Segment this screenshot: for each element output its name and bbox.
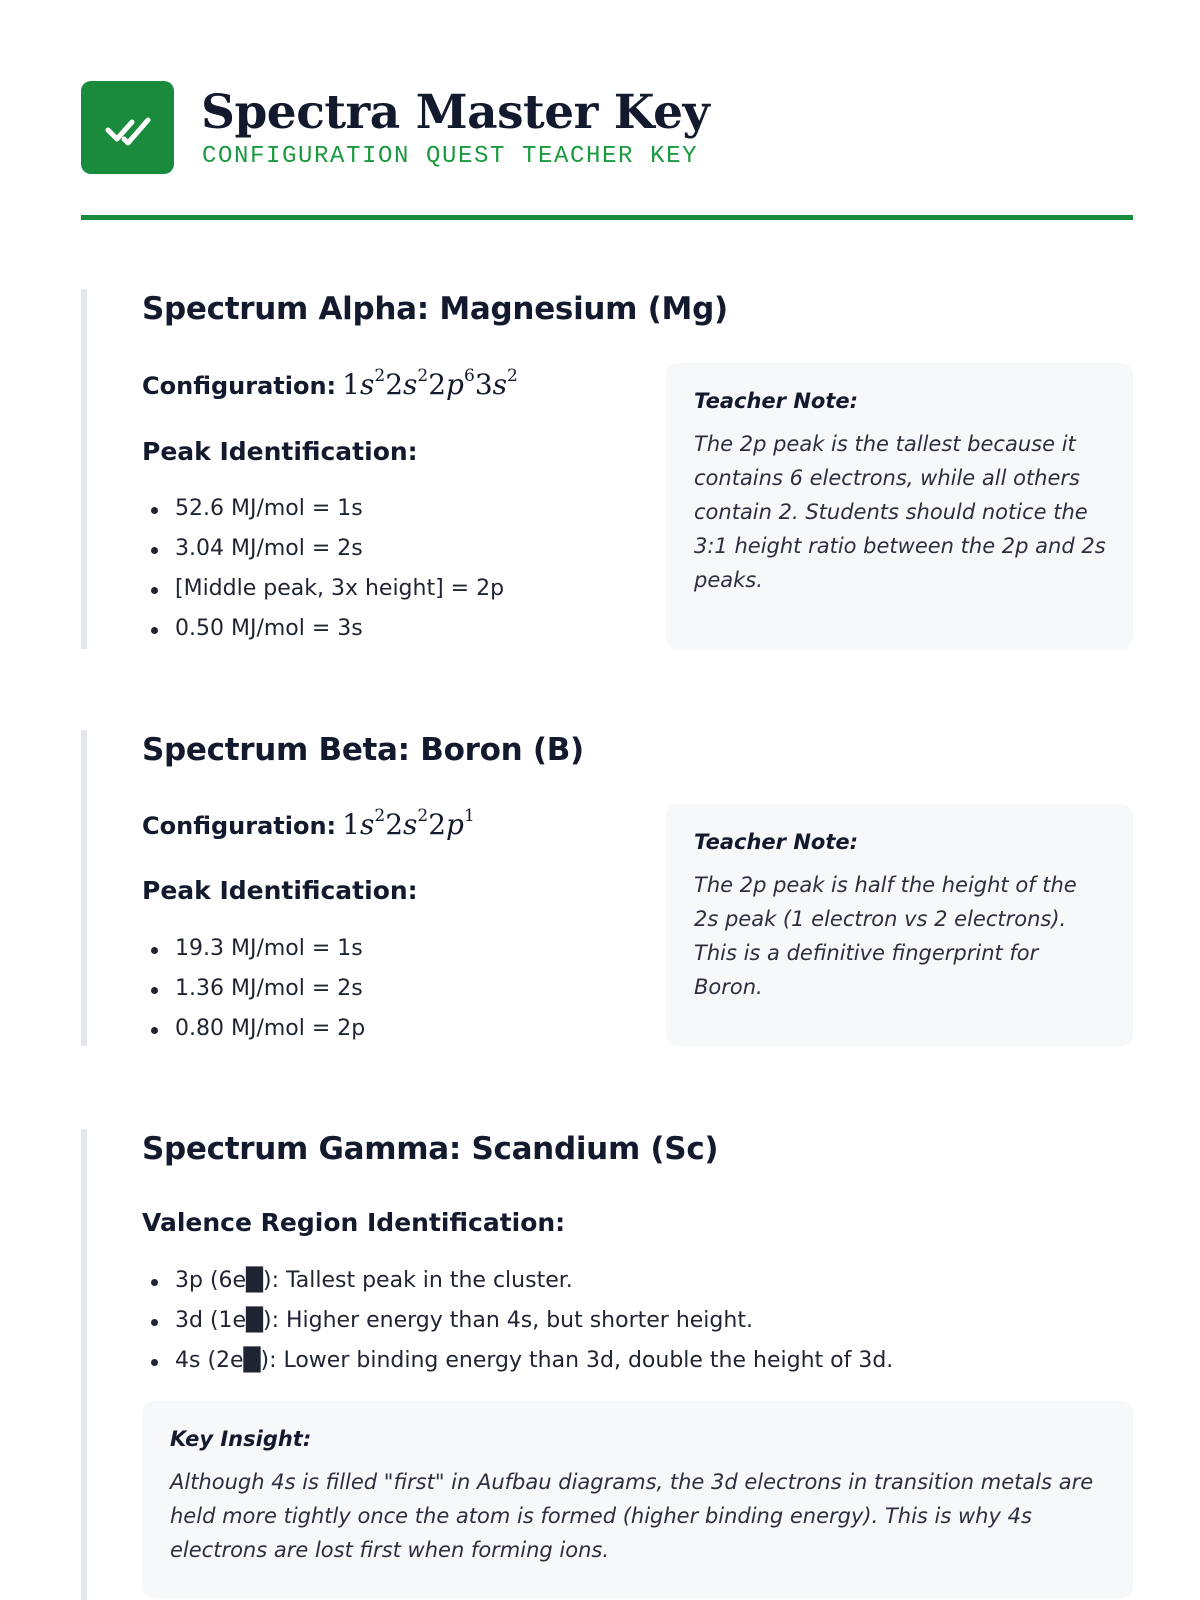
teacher-note [666, 363, 1133, 649]
note-text: The 2p peak is the tallest because it contains 6 electrons, while all others contain 2. Students should notice the 3:1 height ratio between the 2p and 2s peaks. [694, 432, 1106, 592]
configuration-label: Configuration: [142, 372, 337, 400]
list-item: 52.6 MJ/mol = 1s [145, 489, 504, 529]
configuration-line [142, 365, 518, 401]
list-item: 4s (2e█): Lower binding energy than 3d, double the height of 3d. [145, 1341, 893, 1381]
logo-badge [81, 81, 174, 174]
page-subtitle: CONFIGURATION QUEST TEACHER KEY [202, 143, 699, 170]
list-item: 3d (1e█): Higher energy than 4s, but shorter height. [145, 1301, 893, 1341]
configuration-label: Configuration: [142, 812, 337, 840]
double-check-icon [102, 102, 154, 154]
valence-heading: Valence Region Identification: [142, 1208, 566, 1237]
section-title: Spectrum Beta: Boron (B) [142, 732, 584, 768]
note-label: Teacher Note: [694, 389, 859, 413]
peak-list [145, 489, 504, 649]
header-divider [81, 215, 1133, 220]
list-item: 19.3 MJ/mol = 1s [145, 929, 365, 969]
list-item: 3.04 MJ/mol = 2s [145, 529, 504, 569]
note-label: Teacher Note: [694, 830, 859, 854]
section-gamma [81, 1129, 1133, 1600]
peak-list [145, 929, 365, 1049]
valence-list [145, 1261, 893, 1381]
section-alpha [81, 289, 1133, 649]
configuration-formula: $1s^22s^22p^63s^2$ [342, 365, 518, 401]
teacher-note [666, 804, 1133, 1046]
list-item: 3p (6e█): Tallest peak in the cluster. [145, 1261, 893, 1301]
key-insight [142, 1401, 1133, 1598]
section-beta [81, 730, 1133, 1046]
note-text: The 2p peak is half the height of the 2s peak (1 electron vs 2 electrons). This is a definitive fingerprint for Boron. [694, 873, 1077, 999]
peak-heading: Peak Identification: [142, 876, 418, 905]
list-item: 0.80 MJ/mol = 2p [145, 1009, 365, 1049]
section-title: Spectrum Gamma: Scandium (Sc) [142, 1131, 719, 1167]
page-title: Spectra Master Key [201, 85, 710, 140]
list-item: 1.36 MJ/mol = 2s [145, 969, 365, 1009]
note-text: Although 4s is filled "first" in Aufbau diagrams, the 3d electrons in transition metals are held more tightly once the atom is formed (higher binding energy). This is why 4s electrons are lost first when forming ions. [170, 1470, 1094, 1562]
section-title: Spectrum Alpha: Magnesium (Mg) [142, 291, 728, 327]
list-item: [Middle peak, 3x height] = 2p [145, 569, 504, 609]
configuration-line [142, 805, 475, 841]
note-label: Key Insight: [170, 1427, 312, 1451]
peak-heading: Peak Identification: [142, 437, 418, 466]
configuration-formula: $1s^22s^22p^1$ [342, 805, 475, 841]
list-item: 0.50 MJ/mol = 3s [145, 609, 504, 649]
page-header [81, 81, 1133, 221]
